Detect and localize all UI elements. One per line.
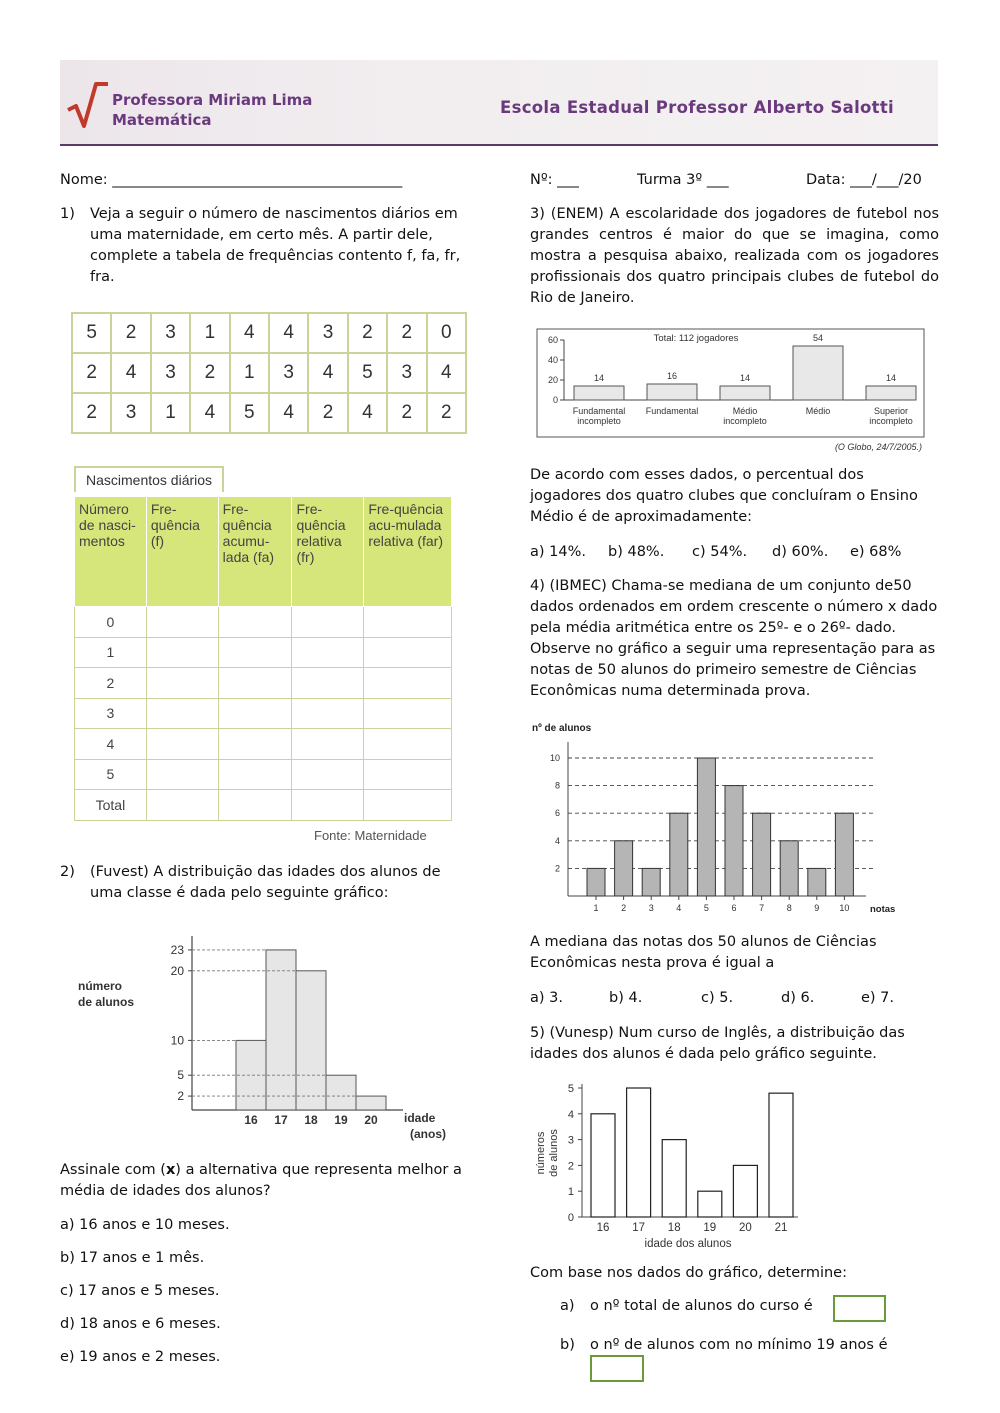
y-tick-label: 0 bbox=[552, 395, 558, 405]
bar bbox=[808, 868, 826, 896]
grid-cell: 2 bbox=[72, 393, 111, 433]
header-banner bbox=[60, 60, 938, 146]
q2-instruction: Assinale com (x) a alternativa que representa melhor a média de idades dos alunos? bbox=[60, 1162, 462, 1199]
answer-cell[interactable] bbox=[292, 607, 364, 638]
answer-cell[interactable] bbox=[146, 637, 218, 668]
q5-item-b: o nº de alunos com no mínimo 19 anos é bbox=[590, 1337, 888, 1353]
q4-option-c[interactable]: c) 5. bbox=[701, 990, 734, 1006]
table-row bbox=[75, 759, 452, 790]
bar bbox=[326, 1075, 356, 1110]
y-tick-label: 4 bbox=[554, 835, 560, 846]
table-header: Fre-quência relativa (fr) bbox=[292, 497, 364, 607]
answer-cell[interactable] bbox=[292, 729, 364, 760]
x-tick-label: 17 bbox=[274, 1113, 288, 1127]
answer-cell[interactable] bbox=[218, 607, 292, 638]
answer-cell[interactable] bbox=[146, 668, 218, 699]
grid-cell: 4 bbox=[348, 393, 387, 433]
bar bbox=[769, 1093, 793, 1217]
english-ages-bar-chart bbox=[532, 1078, 804, 1254]
bar bbox=[670, 813, 688, 896]
answer-cell[interactable] bbox=[364, 637, 452, 668]
bar bbox=[720, 386, 770, 400]
y-tick-label: 2 bbox=[554, 863, 560, 874]
y-axis-label-1: números bbox=[535, 1131, 547, 1175]
q4-option-d[interactable]: d) 6. bbox=[781, 990, 815, 1006]
answer-cell[interactable] bbox=[146, 729, 218, 760]
x-tick-label: 4 bbox=[676, 903, 682, 913]
bar bbox=[725, 786, 743, 896]
sqrt-logo-icon bbox=[66, 80, 110, 132]
grid-cell: 2 bbox=[308, 393, 347, 433]
data-label: 14 bbox=[593, 373, 605, 383]
row-label: 3 bbox=[75, 698, 147, 729]
x-tick-label-2: incompleto bbox=[577, 416, 621, 426]
x-tick-label: Fundamental bbox=[572, 406, 626, 416]
q5-text: 5) (Vunesp) Num curso de Inglês, a distribuição das idades dos alunos é dada pelo gráfico seguinte. bbox=[530, 1025, 905, 1062]
teacher-name: Professora Miriam Lima Matemática bbox=[112, 91, 313, 129]
bar bbox=[642, 868, 660, 896]
q1-frequency-table bbox=[68, 458, 464, 844]
x-tick-label: 18 bbox=[304, 1113, 318, 1127]
answer-cell[interactable] bbox=[292, 759, 364, 790]
q5-item-b-label: b) bbox=[560, 1337, 575, 1353]
x-tick-label: 20 bbox=[364, 1113, 378, 1127]
table-header: Fre-quência (f) bbox=[146, 497, 218, 607]
q4-text: 4) (IBMEC) Chama-se mediana de um conjunto de50 dados ordenados em ordem crescente o número x dado pela média aritmética entre os 25º- e o 26º- dado. Observe no gráfico a seguir uma representação para as notas de 50 alunos do primeiro semestre de Ciências Econômicas numa determinada prova. bbox=[530, 578, 938, 699]
x-tick-label: 21 bbox=[774, 1222, 788, 1234]
bar bbox=[662, 1140, 686, 1217]
x-tick-label-2: incompleto bbox=[723, 416, 767, 426]
q3-text: 3) (ENEM) A escolaridade dos jogadores de futebol nos grandes centros é maior do que se imagina, como mostra a pesquisa abaixo, realizada com os jogadores profissionais dos quatro principais clubes de futebol do Rio de Janeiro. bbox=[530, 206, 939, 306]
answer-cell[interactable] bbox=[364, 729, 452, 760]
ages-bar-chart bbox=[68, 922, 468, 1146]
q4-option-a[interactable]: a) 3. bbox=[530, 990, 563, 1006]
grid-cell: 2 bbox=[387, 313, 426, 353]
grid-row bbox=[72, 313, 466, 353]
row-label: 0 bbox=[75, 607, 147, 638]
grid-cell: 1 bbox=[151, 393, 190, 433]
grid-cell: 4 bbox=[269, 393, 308, 433]
y-tick-label: 10 bbox=[170, 1033, 184, 1048]
grid-cell: 2 bbox=[348, 313, 387, 353]
grid-cell: 3 bbox=[111, 393, 150, 433]
q2-option-e[interactable]: e) 19 anos e 2 meses. bbox=[60, 1349, 221, 1365]
bar bbox=[591, 1114, 615, 1217]
x-axis-label-1: idade bbox=[404, 1111, 436, 1125]
x-tick-label-2: incompleto bbox=[869, 416, 913, 426]
bar bbox=[835, 813, 853, 896]
grid-cell: 3 bbox=[387, 353, 426, 393]
answer-cell[interactable] bbox=[364, 759, 452, 790]
row-label: 1 bbox=[75, 637, 147, 668]
y-tick-label: 20 bbox=[170, 963, 184, 978]
y-tick-label: 4 bbox=[567, 1108, 574, 1121]
bar bbox=[296, 971, 326, 1110]
schooling-bar-chart bbox=[536, 328, 928, 454]
chart-title: Total: 112 jogadores bbox=[653, 333, 739, 344]
y-tick-label: 23 bbox=[170, 942, 184, 957]
y-tick-label: 3 bbox=[567, 1134, 574, 1147]
grid-cell: 2 bbox=[190, 353, 229, 393]
x-tick-label: 17 bbox=[632, 1222, 645, 1234]
y-tick-label: 2 bbox=[177, 1089, 184, 1104]
grid-cell: 2 bbox=[387, 393, 426, 433]
y-tick-label: 6 bbox=[554, 808, 560, 819]
q3-option-a[interactable]: a) 14%. bbox=[530, 544, 586, 560]
q2-option-b[interactable]: b) 17 anos e 1 mês. bbox=[60, 1250, 205, 1266]
x-tick-label: 1 bbox=[593, 903, 599, 913]
y-tick-label: 5 bbox=[177, 1068, 184, 1083]
answer-cell[interactable] bbox=[146, 698, 218, 729]
bar bbox=[587, 868, 605, 896]
x-axis-label: idade dos alunos bbox=[644, 1238, 732, 1250]
bar bbox=[266, 950, 296, 1110]
data-label: 14 bbox=[739, 373, 751, 383]
answer-b-input[interactable] bbox=[590, 1355, 644, 1382]
grid-cell: 4 bbox=[427, 353, 466, 393]
bar bbox=[866, 386, 916, 400]
answer-cell[interactable] bbox=[218, 729, 292, 760]
grid-cell: 4 bbox=[111, 353, 150, 393]
q1-number: 1) bbox=[60, 206, 75, 222]
answer-a-input[interactable] bbox=[833, 1295, 886, 1322]
table-header: Número de nasci-mentos bbox=[75, 497, 147, 607]
row-label: 5 bbox=[75, 759, 147, 790]
school-name: Escola Estadual Professor Alberto Salotti bbox=[500, 98, 895, 117]
bar bbox=[698, 1191, 722, 1217]
table-row bbox=[75, 607, 452, 638]
grid-cell: 4 bbox=[308, 353, 347, 393]
bar bbox=[793, 346, 843, 400]
x-tick-label: 19 bbox=[334, 1113, 348, 1127]
answer-cell[interactable] bbox=[146, 607, 218, 638]
x-axis-label-2: (anos) bbox=[410, 1127, 446, 1141]
y-tick-label: 60 bbox=[547, 335, 558, 345]
x-tick-label: 2 bbox=[621, 903, 627, 913]
x-tick-label: Médio bbox=[732, 406, 758, 416]
answer-cell[interactable] bbox=[146, 759, 218, 790]
q3-option-d[interactable]: d) 60%. bbox=[772, 544, 829, 560]
answer-cell[interactable] bbox=[146, 790, 218, 821]
bar bbox=[697, 758, 715, 896]
q4-question: A mediana das notas dos 50 alunos de Ciências Econômicas nesta prova é igual a bbox=[530, 934, 877, 971]
y-tick-label: 20 bbox=[547, 375, 558, 385]
q5-item-a: o nº total de alunos do curso é bbox=[590, 1298, 813, 1314]
grid-cell: 4 bbox=[269, 313, 308, 353]
q2-option-a[interactable]: a) 16 anos e 10 meses. bbox=[60, 1217, 230, 1233]
grid-row bbox=[72, 353, 466, 393]
answer-cell[interactable] bbox=[364, 698, 452, 729]
y-tick-label: 2 bbox=[567, 1160, 574, 1173]
answer-cell[interactable] bbox=[364, 668, 452, 699]
y-axis-label-1: número bbox=[78, 979, 123, 993]
table-row bbox=[75, 668, 452, 699]
x-tick-label: 10 bbox=[839, 903, 850, 913]
grid-cell: 5 bbox=[230, 393, 269, 433]
row-label: Total bbox=[75, 790, 147, 821]
answer-cell[interactable] bbox=[218, 759, 292, 790]
bar bbox=[753, 813, 771, 896]
x-tick-label: 7 bbox=[759, 903, 765, 913]
table-row bbox=[75, 790, 452, 821]
bar bbox=[615, 841, 633, 896]
y-tick-label: 0 bbox=[567, 1212, 574, 1224]
x-tick-label: 8 bbox=[786, 903, 792, 913]
x-axis-label: notas bbox=[870, 904, 896, 915]
bar bbox=[647, 384, 697, 400]
answer-cell[interactable] bbox=[218, 668, 292, 699]
data-label: 16 bbox=[666, 371, 678, 381]
grid-cell: 2 bbox=[111, 313, 150, 353]
grid-cell: 1 bbox=[190, 313, 229, 353]
q5-item-a-label: a) bbox=[560, 1298, 575, 1314]
y-tick-label: 5 bbox=[567, 1083, 574, 1095]
answer-cell[interactable] bbox=[292, 698, 364, 729]
bar bbox=[356, 1096, 386, 1110]
q4-option-e[interactable]: e) 7. bbox=[861, 990, 895, 1006]
grid-cell: 4 bbox=[230, 313, 269, 353]
table-row bbox=[75, 729, 452, 760]
nome-field: Nome: ________________________________________ bbox=[60, 172, 403, 188]
x-tick-label: 16 bbox=[244, 1113, 258, 1127]
q2-option-d[interactable]: d) 18 anos e 6 meses. bbox=[60, 1316, 221, 1332]
x-tick-label: 6 bbox=[731, 903, 737, 913]
answer-cell[interactable] bbox=[364, 790, 452, 821]
answer-cell[interactable] bbox=[292, 637, 364, 668]
data-label: 14 bbox=[885, 373, 897, 383]
q2-text: (Fuvest) A distribuição das idades dos alunos de uma classe é dada pelo seguinte gráfico: bbox=[90, 864, 441, 901]
data-field: Data: ___/___/20 bbox=[806, 172, 922, 188]
bar bbox=[574, 386, 624, 400]
grid-cell: 3 bbox=[151, 313, 190, 353]
q1-data-grid bbox=[71, 312, 467, 434]
answer-cell[interactable] bbox=[292, 790, 364, 821]
answer-cell[interactable] bbox=[218, 637, 292, 668]
y-tick-label: 8 bbox=[554, 780, 560, 791]
y-axis-label-2: de alunos bbox=[548, 1129, 560, 1177]
grid-cell: 4 bbox=[190, 393, 229, 433]
q5-question: Com base nos dados do gráfico, determine: bbox=[530, 1265, 847, 1281]
chart-source: (O Globo, 24/7/2005.) bbox=[834, 442, 922, 452]
q2-option-c[interactable]: c) 17 anos e 5 meses. bbox=[60, 1283, 220, 1299]
grid-cell: 3 bbox=[308, 313, 347, 353]
grid-cell: 3 bbox=[269, 353, 308, 393]
grid-cell: 0 bbox=[427, 313, 466, 353]
x-tick-label: 20 bbox=[739, 1222, 752, 1234]
x-tick-label: 18 bbox=[667, 1222, 681, 1234]
x-tick-label: 16 bbox=[596, 1222, 610, 1234]
grid-cell: 2 bbox=[72, 353, 111, 393]
x-tick-label: Fundamental bbox=[645, 406, 699, 416]
q1-source: Fonte: Maternidade bbox=[314, 828, 427, 843]
bar bbox=[627, 1088, 651, 1217]
y-tick-label: 40 bbox=[547, 355, 558, 365]
x-tick-label: 19 bbox=[703, 1222, 717, 1234]
q3-option-c[interactable]: c) 54%. bbox=[692, 544, 748, 560]
q3-question: De acordo com esses dados, o percentual dos jogadores dos quatro clubes que concluíram o Ensino Médio é de aproximadamente: bbox=[530, 467, 918, 525]
y-axis-label-2: de alunos bbox=[78, 995, 135, 1009]
q2-number: 2) bbox=[60, 864, 75, 880]
grid-row bbox=[72, 393, 466, 433]
x-tick-label: 9 bbox=[814, 903, 820, 913]
numero-field: Nº: ___ bbox=[530, 172, 579, 188]
turma-field: Turma 3º ___ bbox=[637, 172, 729, 188]
grid-cell: 1 bbox=[230, 353, 269, 393]
bar bbox=[236, 1040, 266, 1110]
answer-cell[interactable] bbox=[218, 698, 292, 729]
table-row bbox=[75, 637, 452, 668]
row-label: 2 bbox=[75, 668, 147, 699]
row-label: 4 bbox=[75, 729, 147, 760]
q4-option-b[interactable]: b) 4. bbox=[609, 990, 643, 1006]
q1-table-title: Nascimentos diários bbox=[74, 466, 224, 492]
grid-cell: 5 bbox=[72, 313, 111, 353]
x-tick-label: Médio bbox=[805, 406, 831, 416]
grid-cell: 5 bbox=[348, 353, 387, 393]
y-tick-label: 1 bbox=[567, 1186, 574, 1199]
y-axis-label: nº de alunos bbox=[532, 723, 592, 734]
grid-cell: 3 bbox=[151, 353, 190, 393]
x-tick-label: 5 bbox=[703, 903, 709, 913]
bar bbox=[733, 1165, 757, 1217]
answer-cell[interactable] bbox=[364, 607, 452, 638]
x-tick-label: Superior bbox=[873, 406, 909, 416]
x-tick-label: 3 bbox=[648, 903, 654, 913]
grid-cell: 2 bbox=[427, 393, 466, 433]
q3-option-e[interactable]: e) 68% bbox=[850, 544, 902, 560]
y-tick-label: 10 bbox=[549, 753, 560, 763]
table-row bbox=[75, 698, 452, 729]
answer-cell[interactable] bbox=[292, 668, 364, 699]
data-label: 54 bbox=[812, 333, 824, 343]
bar bbox=[780, 841, 798, 896]
q1-text: Veja a seguir o número de nascimentos diários em uma maternidade, em certo mês. A partir dele, complete a tabela de frequências contento f, fa, fr, fra. bbox=[90, 206, 461, 285]
grades-bar-chart bbox=[528, 716, 906, 918]
answer-cell[interactable] bbox=[218, 790, 292, 821]
table-header: Fre-quência acumu-lada (fa) bbox=[218, 497, 292, 607]
q3-option-b[interactable]: b) 48%. bbox=[608, 544, 665, 560]
table-header: Fre-quência acu-mulada relativa (far) bbox=[364, 497, 452, 607]
